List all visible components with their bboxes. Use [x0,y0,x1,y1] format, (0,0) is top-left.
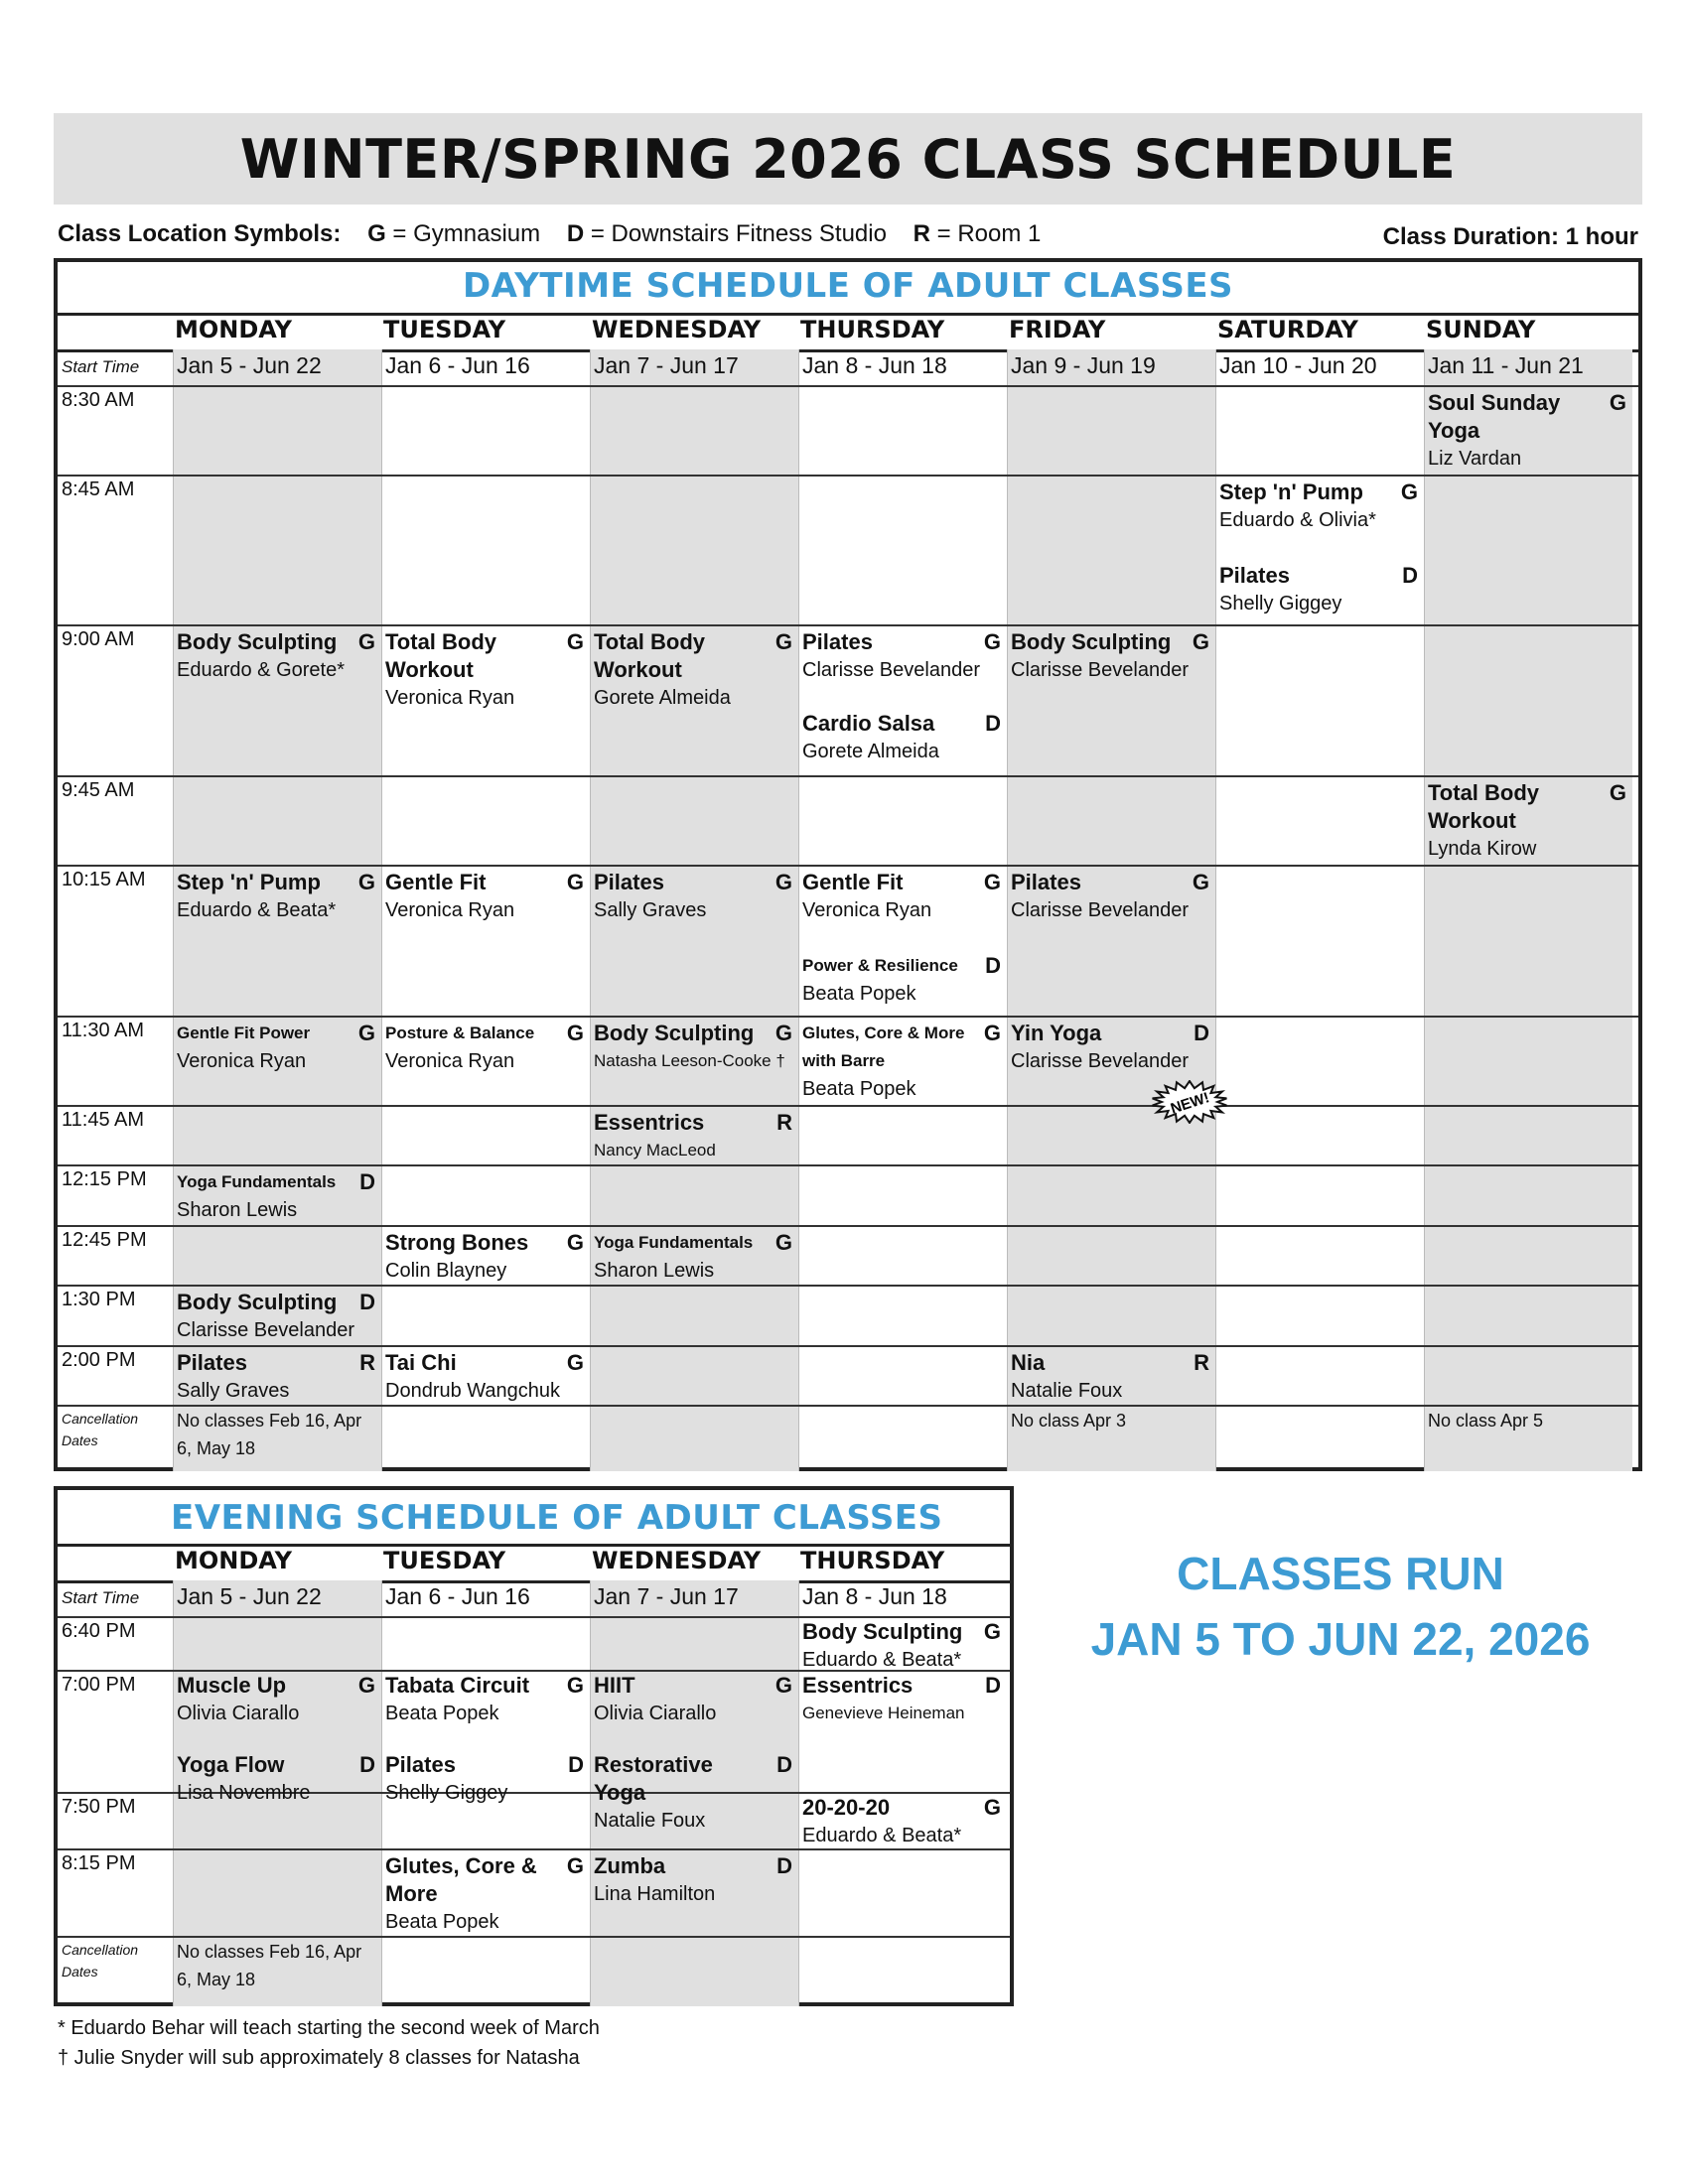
instructor-name: Clarisse Bevelander [1011,899,1189,921]
class-name: Cardio Salsa [802,711,935,736]
instructor-name: Clarisse Bevelander [1011,1050,1189,1072]
instructor-name: Sally Graves [177,1380,290,1402]
location-code: D [1194,1021,1209,1045]
daytime-title: DAYTIME SCHEDULE OF ADULT CLASSES [462,266,1234,306]
location-code: G [566,1853,584,1878]
class-name: Total Body Workout [385,629,497,682]
footnote-julie: † Julie Snyder will sub approximately 8 classes for Natasha [58,2047,580,2069]
instructor-name: Natalie Foux [1011,1380,1123,1402]
time-label: 11:45 AM [62,1109,145,1131]
class-cell [798,1790,1007,1849]
spacer [385,1727,584,1751]
class-name: Total Body Workout [594,629,706,682]
class-name: Yoga Fundamentals [594,1233,754,1252]
date-range: Jan 7 - Jun 17 [594,1583,739,1609]
column-divider [1424,349,1425,1471]
class-name: Gentle Fit Power [177,1024,311,1042]
class-entry[interactable] [385,1349,584,1405]
spacer [1219,534,1418,562]
instructor-name: Clarisse Bevelander [1011,659,1189,681]
class-entry[interactable] [177,1349,375,1405]
class-name: Yoga Fundamentals [177,1172,337,1191]
date-range: Jan 11 - Jun 21 [1428,352,1584,378]
instructor-name: Lynda Kirow [1428,838,1537,860]
spacer [802,684,1001,710]
location-code: G [1400,479,1418,504]
class-entry[interactable] [1219,562,1418,617]
class-name: Pilates [594,870,664,894]
class-entry[interactable] [177,1020,375,1075]
class-entry[interactable] [802,1618,1001,1674]
location-code: G [983,1619,1001,1644]
class-entry[interactable] [177,869,375,924]
location-code: G [566,1021,584,1045]
legend-r-text: = Room 1 [929,220,1042,247]
instructor-name: Sharon Lewis [177,1199,298,1221]
time-label: 8:30 AM [62,389,135,411]
class-entry[interactable] [177,1289,375,1344]
location-code: G [1609,780,1626,805]
instructor-name: Clarisse Bevelander [802,659,980,681]
class-cell [590,1668,798,1835]
location-code: D [359,1290,375,1314]
instructor-name: Liz Vardan [1428,448,1522,470]
class-entry[interactable] [594,1020,792,1075]
class-name: Essentrics [594,1110,705,1135]
class-cell [590,624,798,712]
class-name: Pilates [1011,870,1081,894]
row-divider [58,1225,1638,1227]
cancellation-dates: No class Apr 5 [1428,1411,1544,1431]
row-divider [58,385,1638,387]
class-name: Glutes, Core & More with Barre [802,1024,965,1070]
class-cell [798,1668,1007,1727]
class-cell [1007,624,1215,684]
date-range: Jan 9 - Jun 19 [1011,352,1156,378]
class-entry[interactable] [802,869,1001,924]
instructor-name: Sharon Lewis [594,1260,715,1282]
class-name: Muscle Up [177,1673,287,1698]
class-entry[interactable] [385,1751,584,1807]
time-label: 1:30 PM [62,1289,136,1310]
instructor-name: Eduardo & Gorete* [177,659,345,681]
time-label: 7:00 PM [62,1674,136,1696]
class-name: Total Body Workout [1428,780,1540,833]
location-code: G [983,1795,1001,1820]
cancellation-label: Cancellation Dates [62,1411,139,1448]
class-entry[interactable] [802,1672,1001,1727]
class-entry[interactable] [1428,779,1626,863]
class-name: Tai Chi [385,1350,457,1375]
date-range: Jan 5 - Jun 22 [177,352,322,378]
class-cell [173,865,381,924]
location-code: G [566,629,584,654]
spacer [802,924,1001,952]
class-name: Power & Resilience [802,956,958,975]
time-label: 6:40 PM [62,1620,136,1642]
class-entry[interactable] [385,1020,584,1075]
class-entry[interactable] [385,869,584,924]
instructor-name: Beata Popek [385,1703,499,1724]
time-label: 8:45 AM [62,478,135,500]
evening-schedule [54,1486,1014,2006]
class-name: Tabata Circuit [385,1673,530,1698]
class-cell [1007,1345,1215,1405]
time-label: 12:15 PM [62,1168,147,1190]
class-duration: Class Duration: 1 hour [1382,223,1638,250]
class-cell [590,1016,798,1075]
instructor-name: Gorete Almeida [802,741,939,762]
instructor-name: Clarisse Bevelander [177,1319,354,1341]
row-divider [58,775,1638,777]
class-name: Body Sculpting [802,1619,963,1644]
time-label: 8:15 PM [62,1852,136,1874]
location-code: D [568,1752,584,1777]
class-cell [381,1345,590,1405]
location-code: G [1192,629,1209,654]
spacer [177,1727,375,1751]
class-cell [1007,865,1215,924]
class-entry[interactable] [802,952,1001,1008]
class-name: HIIT [594,1673,635,1698]
date-range: Jan 6 - Jun 16 [385,352,530,378]
date-range: Jan 8 - Jun 18 [802,1583,947,1609]
location-code: D [359,1169,375,1194]
class-name: Restorative Yoga [594,1752,713,1805]
class-cell [590,865,798,924]
class-cell [173,1164,381,1224]
location-code: D [776,1853,792,1878]
day-header-thursday: THURSDAY [800,316,945,343]
class-cell [590,1225,798,1285]
instructor-name: Natasha Leeson-Cooke † [594,1051,785,1070]
class-name: Body Sculpting [594,1021,755,1045]
class-cell [1215,475,1424,617]
class-entry[interactable] [385,1672,584,1727]
class-cell [381,1016,590,1075]
class-name: Essentrics [802,1673,914,1698]
location-code: D [985,1673,1001,1698]
instructor-name: Colin Blayney [385,1260,507,1282]
class-cell [590,1105,798,1164]
start-time-label: Start Time [62,357,140,376]
day-header-saturday: SATURDAY [1217,316,1358,343]
class-name: Pilates [177,1350,247,1375]
class-entry[interactable] [594,628,792,712]
class-name: Nia [1011,1350,1046,1375]
start-time-label: Start Time [62,1588,140,1607]
evening-title: EVENING SCHEDULE OF ADULT CLASSES [171,1498,943,1538]
class-name: Yoga Flow [177,1752,285,1777]
location-code: G [774,629,792,654]
class-entry[interactable] [802,1794,1001,1849]
location-code: G [1192,870,1209,894]
location-code: G [566,1230,584,1255]
location-code: D [359,1752,375,1777]
class-entry[interactable] [1011,1349,1209,1405]
instructor-name: Gorete Almeida [594,687,731,709]
instructor-name: Veronica Ryan [802,899,932,921]
date-range: Jan 10 - Jun 20 [1219,352,1377,378]
class-entry[interactable] [1219,478,1418,534]
class-entry[interactable] [1011,628,1209,684]
location-code: G [1609,390,1626,415]
class-entry[interactable] [594,1751,792,1835]
day-header-thursday: THURSDAY [800,1547,945,1574]
class-cell [173,1016,381,1075]
instructor-name: Lisa Novembre [177,1782,311,1804]
class-name: Strong Bones [385,1230,529,1255]
date-range: Jan 5 - Jun 22 [177,1583,322,1609]
day-header-wednesday: WEDNESDAY [592,316,762,343]
classes-run-line1: CLASSES RUN [1177,1548,1504,1599]
class-entry[interactable] [802,628,1001,684]
instructor-name: Sally Graves [594,899,707,921]
day-header-friday: FRIDAY [1009,316,1106,343]
time-label: 10:15 AM [62,869,146,890]
location-code: G [357,629,375,654]
class-name: Pilates [1219,563,1290,588]
location-code: R [359,1350,375,1375]
class-cell [173,1285,381,1344]
location-code: G [774,1230,792,1255]
location-code: G [983,870,1001,894]
class-cell [381,624,590,712]
day-header-tuesday: TUESDAY [383,1547,506,1574]
location-code: G [566,1350,584,1375]
page-title: WINTER/SPRING 2026 CLASS SCHEDULE [239,127,1457,191]
class-name: Pilates [385,1752,456,1777]
title-banner [54,113,1642,205]
location-code: G [566,870,584,894]
class-name: Yin Yoga [1011,1021,1102,1045]
instructor-name: Olivia Ciarallo [177,1703,300,1724]
location-code: G [357,1021,375,1045]
class-cell [173,624,381,684]
class-entry[interactable] [594,1852,792,1908]
date-range: Jan 6 - Jun 16 [385,1583,530,1609]
legend-d-key: D [566,220,585,247]
class-name: Step 'n' Pump [1219,479,1363,504]
classes-run-notice [1053,1541,1628,1672]
class-name: Body Sculpting [177,1290,338,1314]
location-code: G [774,1673,792,1698]
legend-d-text: = Downstairs Fitness Studio [584,220,887,247]
legend-g-key: G [367,220,386,247]
day-header-wednesday: WEDNESDAY [592,1547,762,1574]
class-cell [798,624,1007,765]
class-name: Body Sculpting [1011,629,1172,654]
class-cell [798,1614,1007,1674]
class-name: Gentle Fit [802,870,904,894]
date-range: Jan 7 - Jun 17 [594,352,739,378]
instructor-name: Veronica Ryan [385,899,515,921]
instructor-name: Eduardo & Beata* [177,899,337,921]
date-range: Jan 8 - Jun 18 [802,352,947,378]
class-entry[interactable] [385,1852,584,1936]
class-entry[interactable] [1011,1020,1209,1075]
class-name: Pilates [802,629,873,654]
instructor-name: Veronica Ryan [385,1050,515,1072]
instructor-name: Shelly Giggey [1219,593,1342,614]
spacer [594,1727,792,1751]
location-code: D [985,711,1001,736]
location-legend [58,220,1041,248]
class-cell [173,1668,381,1807]
legend-g-text: = Gymnasium [385,220,541,247]
location-code: R [1194,1350,1209,1375]
time-label: 9:00 AM [62,628,135,650]
location-code: R [776,1110,792,1135]
time-label: 2:00 PM [62,1349,136,1371]
class-entry[interactable] [802,1020,1001,1103]
cancellation-dates: No class Apr 3 [1011,1411,1127,1431]
class-cell [798,865,1007,1008]
class-name: Zumba [594,1853,666,1878]
shaded-column [1424,349,1632,1471]
cancellation-dates: No classes Feb 16, Apr 6, May 18 [177,1942,362,1989]
instructor-name: Eduardo & Olivia* [1219,509,1376,531]
class-name: Gentle Fit [385,870,487,894]
daytime-schedule [54,258,1642,1471]
class-entry[interactable] [1011,869,1209,924]
legend-r-key: R [913,220,930,247]
row-divider [58,1105,1638,1107]
class-name: Posture & Balance [385,1024,535,1042]
time-label: 9:45 AM [62,779,135,801]
day-header-monday: MONDAY [175,1547,292,1574]
day-header-monday: MONDAY [175,316,292,343]
time-label: 12:45 PM [62,1229,147,1251]
class-entry[interactable] [385,1229,584,1285]
day-header-tuesday: TUESDAY [383,316,506,343]
location-code: D [776,1752,792,1777]
instructor-name: Olivia Ciarallo [594,1703,717,1724]
class-entry[interactable] [385,628,584,712]
class-cell [381,1848,590,1936]
instructor-name: Eduardo & Beata* [802,1649,962,1671]
class-cell [381,1225,590,1285]
location-code: G [357,1673,375,1698]
day-header-sunday: SUNDAY [1426,316,1536,343]
instructor-name: Genevieve Heineman [802,1704,965,1722]
class-entry[interactable] [1428,389,1626,473]
class-cell [590,1848,798,1908]
class-name: Step 'n' Pump [177,870,321,894]
instructor-name: Natalie Foux [594,1810,706,1832]
classes-run-line2: JAN 5 TO JUN 22, 2026 [1090,1613,1591,1665]
instructor-name: Dondrub Wangchuk [385,1380,561,1402]
time-label: 7:50 PM [62,1796,136,1818]
class-cell [798,1016,1007,1103]
class-entry[interactable] [177,628,375,684]
location-code: G [357,870,375,894]
location-code: D [1402,563,1418,588]
class-entry[interactable] [177,1672,375,1727]
class-name: Glutes, Core & More [385,1853,537,1906]
class-name: Soul Sunday Yoga [1428,390,1561,443]
class-cell [173,1345,381,1405]
class-cell [1424,385,1632,473]
new-badge-icon [1150,1080,1229,1124]
class-name: 20-20-20 [802,1795,891,1820]
class-cell [1424,775,1632,863]
location-code: G [774,870,792,894]
class-entry[interactable] [177,1168,375,1224]
location-code: G [566,1673,584,1698]
instructor-name: Lina Hamilton [594,1883,716,1905]
class-entry[interactable] [594,1109,792,1164]
instructor-name: Shelly Giggey [385,1782,508,1804]
class-entry[interactable] [802,710,1001,765]
instructor-name: Beata Popek [385,1911,499,1933]
cancellation-label: Cancellation Dates [62,1942,139,1979]
location-code: G [983,629,1001,654]
class-cell [381,865,590,924]
instructor-name: Nancy MacLeod [594,1141,716,1160]
time-label: 11:30 AM [62,1020,145,1041]
class-cell [381,1668,590,1807]
class-cell [1007,1016,1215,1075]
instructor-name: Beata Popek [802,1078,916,1100]
new-badge-text: NEW! [1168,1089,1212,1118]
instructor-name: Veronica Ryan [385,687,515,709]
legend-label: Class Location Symbols: [58,220,342,247]
class-entry[interactable] [177,1751,375,1807]
class-entry[interactable] [594,1229,792,1285]
instructor-name: Eduardo & Beata* [802,1825,962,1846]
class-entry[interactable] [594,869,792,924]
cancellation-dates: No classes Feb 16, Apr 6, May 18 [177,1411,362,1458]
location-code: D [985,953,1001,978]
class-entry[interactable] [594,1672,792,1727]
instructor-name: Beata Popek [802,983,916,1005]
location-code: G [774,1021,792,1045]
footnote-eduardo: * Eduardo Behar will teach starting the second week of March [58,2017,600,2039]
location-code: G [983,1021,1001,1045]
class-name: Body Sculpting [177,629,338,654]
instructor-name: Veronica Ryan [177,1050,307,1072]
